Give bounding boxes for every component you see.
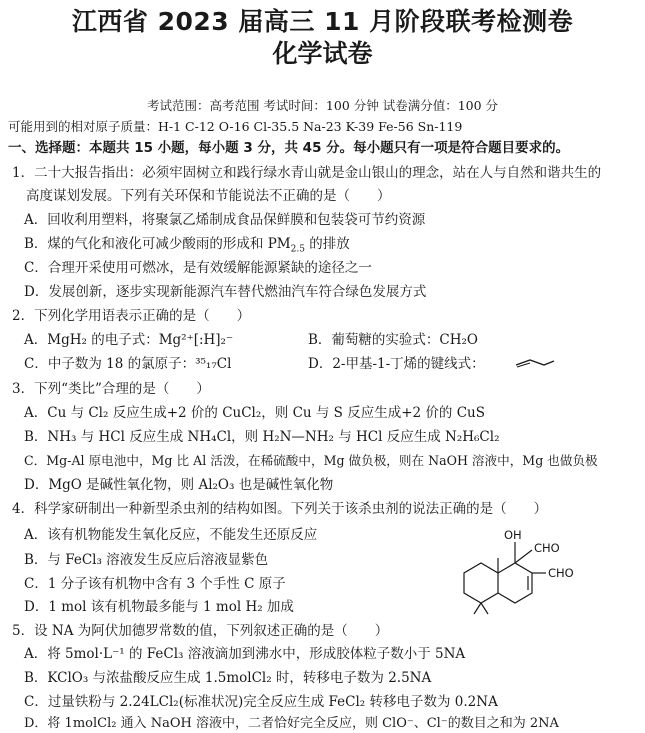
exam-title: 江西省 2023 届高三 11 月阶段联考检测卷 [71,7,574,36]
q4-option-b: B．与 FeCl₃ 溶液发生反应后溶液显紫色 [24,552,269,568]
q1-stem-line1: 1．二十大报告指出：必须牢固树立和践行绿水青山就是金山银山的理念，站在人与自然和谐共生的 [12,165,602,181]
q1-option-d: D．发展创新，逐步实现新能源汽车替代燃油汽车符合绿色发展方式 [24,284,427,300]
q5-option-d: D．将 1molCl₂ 通入 NaOH 溶液中，二者恰好完全反应，则 ClO⁻、Cl⁻的数目之和为 2NA [24,716,559,731]
oh-label: OH [504,528,522,542]
q1-stem-line2: 高度谋划发展。下列有关环保和节能说法不正确的是（ ） [26,188,391,204]
q1-option-b-text: B．煤的气化和液化可减少酸雨的形成和 PM [24,236,291,252]
q4-option-a: A．该有机物能发生氧化反应，不能发生还原反应 [24,527,318,543]
insecticide-structure [450,528,590,620]
q5-option-a: A．将 5mol·L⁻¹ 的 FeCl₃ 溶液滴加到沸水中，形成胶体粒子数小于 5NA [24,646,466,662]
exam-subtitle: 化学试卷 [272,39,373,68]
q2-option-b: B．葡萄糖的实验式：CH₂O [308,332,479,348]
q3-option-d: D．MgO 是碱性氧化物，则 Al₂O₃ 也是碱性氧化物 [24,477,334,493]
q5-stem: 5．设 NA 为阿伏加德罗常数的值，下列叙述正确的是（ ） [12,623,389,639]
atomic-masses: 可能用到的相对原子质量：H-1 C-12 O-16 Cl-35.5 Na-23 K-39 Fe-56 Sn-119 [8,119,463,134]
q2-option-a: A．MgH₂ 的电子式：Mg²⁺[:H]₂⁻ [24,332,234,348]
cho-label-right: CHO [548,566,574,580]
q1-option-b-sub: 2.5 [290,244,305,255]
q2-option-d: D．2-甲基-1-丁烯的键线式： [308,356,485,372]
section-heading: 一、选择题：本题共 15 小题，每小题 3 分，共 45 分。每小题只有一项是符合题目要求的。 [8,140,570,156]
q1-option-a: A．回收利用塑料，将聚氯乙烯制成食品保鲜膜和包装袋可节约资源 [24,212,426,228]
q1-option-b-end: 的排放 [304,236,350,252]
exam-info: 考试范围：高考范围 考试时间：100 分钟 试卷满分值：100 分 [146,98,499,113]
q1-option-b [24,235,350,253]
q3-option-a: A．Cu 与 Cl₂ 反应生成+2 价的 CuCl₂，则 Cu 与 S 反应生成+2 价的 CuS [24,405,485,421]
q4-stem: 4．科学家研制出一种新型杀虫剂的结构如图。下列关于该杀虫剂的说法正确的是（ ） [12,501,548,517]
skeletal-formula-2-methyl-1-butene [514,356,556,372]
q1-option-c: C．合理开采使用可燃冰，是有效缓解能源紧缺的途径之一 [24,260,372,276]
cho-label-upper: CHO [534,541,560,555]
q5-option-c: C．过量铁粉与 2.24LCl₂(标准状况)完全反应生成 FeCl₂ 转移电子数为 0.2NA [24,694,498,710]
q3-option-c: C．Mg-Al 原电池中，Mg 比 Al 活泼，在稀硫酸中，Mg 做负极，则在 NaOH 溶液中，Mg 也做负极 [24,453,598,468]
q3-option-b: B．NH₃ 与 HCl 反应生成 NH₄Cl，则 H₂N—NH₂ 与 HCl 反应生成 N₂H₆Cl₂ [24,429,500,445]
q4-option-d: D．1 mol 该有机物最多能与 1 mol H₂ 加成 [24,599,294,615]
q5-option-b: B．KClO₃ 与浓盐酸反应生成 1.5molCl₂ 时，转移电子数为 2.5NA [24,670,432,686]
q3-stem: 3．下列“类比”合理的是（ ） [12,381,210,397]
q2-stem: 2．下列化学用语表示正确的是（ ） [12,308,251,324]
q4-option-c: C．1 分子该有机物中含有 3 个手性 C 原子 [24,576,286,592]
q2-option-c: C．中子数为 18 的氯原子：³⁵₁₇Cl [24,356,232,372]
